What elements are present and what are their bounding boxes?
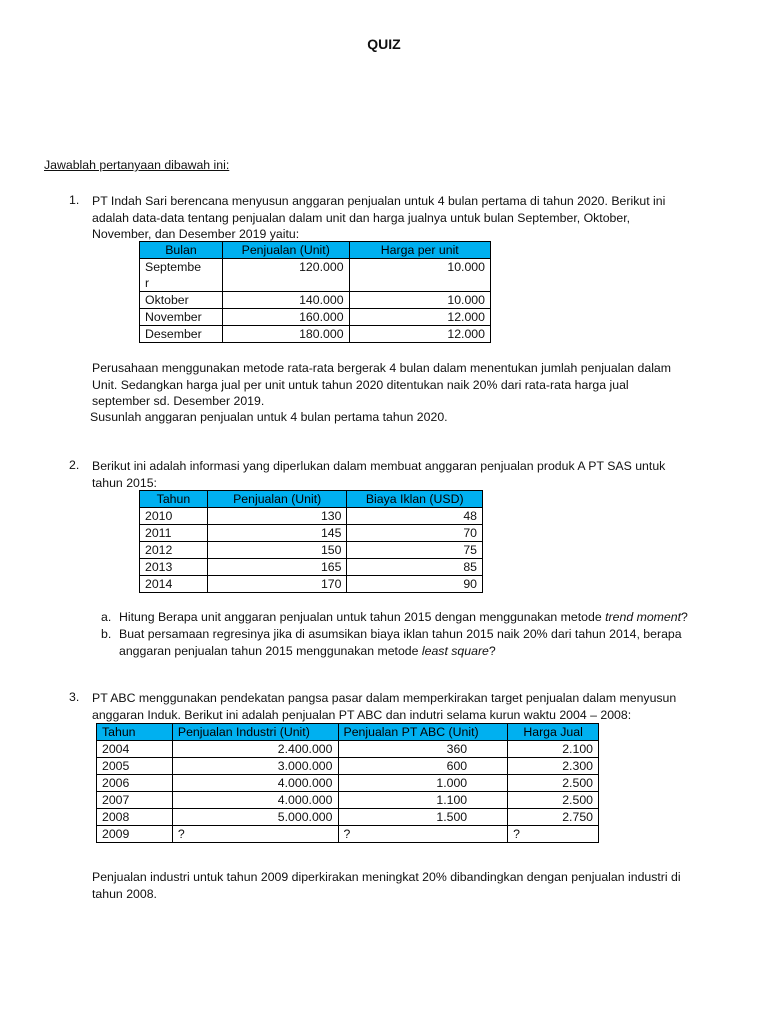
q2-b-line: Buat persamaan regresinya jika di asumsikan biaya iklan tahun 2015 naik 20% dari tahun 2014, berapa bbox=[119, 627, 682, 641]
table-row bbox=[97, 758, 599, 775]
table-header-row bbox=[140, 491, 483, 508]
table-cell: 180.000 bbox=[222, 326, 349, 343]
month-line: r bbox=[145, 276, 150, 290]
q1-intro-line: PT Indah Sari berencana menyusun anggaran penjualan untuk 4 bulan pertama di tahun 2020. Berikut ini bbox=[92, 194, 666, 208]
q2-a-end: ? bbox=[681, 610, 688, 624]
table-row bbox=[97, 809, 599, 826]
table-cell: 3.000.000 bbox=[172, 758, 338, 775]
q1-table bbox=[139, 241, 491, 343]
table-cell: 2005 bbox=[97, 758, 173, 775]
table-cell: 75 bbox=[347, 542, 483, 559]
q2-a-method: trend moment bbox=[605, 610, 681, 624]
table-cell: 4.000.000 bbox=[172, 775, 338, 792]
table-cell: 2008 bbox=[97, 809, 173, 826]
q2-intro-line: tahun 2015: bbox=[92, 475, 157, 490]
table-row bbox=[97, 741, 599, 758]
table-cell: 130 bbox=[207, 508, 347, 525]
table-cell: 4.000.000 bbox=[172, 792, 338, 809]
q2-b-text bbox=[119, 626, 729, 659]
table-cell: 12.000 bbox=[349, 309, 490, 326]
table-row bbox=[140, 525, 483, 542]
table-cell: 165 bbox=[207, 559, 347, 576]
column-header: Penjualan (Unit) bbox=[222, 242, 349, 259]
q1-intro-line: November, dan Desember 2019 yaitu: bbox=[92, 227, 300, 241]
q1-description-line: Perusahaan menggunakan metode rata-rata bergerak 4 bulan dalam menentukan jumlah penjualan dalam bbox=[92, 361, 672, 375]
q1-intro-line: adalah data-data tentang penjualan dalam unit dan harga jualnya untuk bulan September, Oktober, bbox=[92, 210, 631, 225]
table-cell: 12.000 bbox=[349, 326, 490, 343]
q3-intro-line: PT ABC menggunakan pendekatan pangsa pasar dalam memperkirakan target penjualan dalam menyusun bbox=[92, 691, 677, 705]
table-cell: 2.300 bbox=[508, 758, 599, 775]
q1-task: Susunlah anggaran penjualan untuk 4 bulan pertama tahun 2020. bbox=[90, 410, 448, 424]
table-cell: 10.000 bbox=[349, 259, 490, 292]
table-cell: 145 bbox=[207, 525, 347, 542]
column-header: Harga Jual bbox=[508, 724, 599, 741]
table-cell: November bbox=[140, 309, 223, 326]
table-row bbox=[97, 775, 599, 792]
table-cell: 2012 bbox=[140, 542, 208, 559]
table-header-row bbox=[140, 242, 491, 259]
q1-description-line: Unit. Sedangkan harga jual per unit untuk tahun 2020 ditentukan naik 20% dari rata-rata harga jual bbox=[92, 377, 629, 392]
q2-b-body: anggaran penjualan tahun 2015 menggunakan metode bbox=[119, 643, 422, 658]
q1-number: 1. bbox=[69, 193, 80, 207]
table-cell: 2014 bbox=[140, 576, 208, 593]
table-row bbox=[140, 309, 491, 326]
table-cell: 2.100 bbox=[508, 741, 599, 758]
table-row bbox=[140, 292, 491, 309]
table-cell: 10.000 bbox=[349, 292, 490, 309]
table-cell: 48 bbox=[347, 508, 483, 525]
table-cell: 2004 bbox=[97, 741, 173, 758]
table-cell: 1.100 bbox=[338, 792, 508, 809]
table-cell: Desember bbox=[140, 326, 223, 343]
table-cell: Oktober bbox=[140, 292, 223, 309]
column-header: Penjualan (Unit) bbox=[207, 491, 347, 508]
q2-intro bbox=[92, 458, 712, 491]
column-header: Harga per unit bbox=[349, 242, 490, 259]
table-cell: 1.500 bbox=[338, 809, 508, 826]
table-cell: 2010 bbox=[140, 508, 208, 525]
table-cell: 2006 bbox=[97, 775, 173, 792]
table-row bbox=[97, 792, 599, 809]
table-cell: 90 bbox=[347, 576, 483, 593]
column-header: Tahun bbox=[97, 724, 173, 741]
table-cell: 2.750 bbox=[508, 809, 599, 826]
table-cell: 150 bbox=[207, 542, 347, 559]
table-cell: 2.500 bbox=[508, 775, 599, 792]
q3-intro bbox=[92, 690, 722, 723]
table-cell: ? bbox=[338, 826, 508, 843]
table-cell: 2013 bbox=[140, 559, 208, 576]
q3-table bbox=[96, 723, 599, 843]
column-header: Bulan bbox=[140, 242, 223, 259]
q1-description-line: september sd. Desember 2019. bbox=[92, 394, 265, 408]
column-header: Penjualan PT ABC (Unit) bbox=[338, 724, 508, 741]
q2-b-label: b. bbox=[101, 627, 112, 641]
table-cell bbox=[140, 259, 223, 292]
column-header: Tahun bbox=[140, 491, 208, 508]
q3-intro-line: anggaran Induk. Berikut ini adalah penjualan PT ABC dan indutri selama kurun waktu 2004 – 2008: bbox=[92, 707, 632, 722]
table-row bbox=[140, 508, 483, 525]
table-cell: 160.000 bbox=[222, 309, 349, 326]
column-header: Biaya Iklan (USD) bbox=[347, 491, 483, 508]
q3-number: 3. bbox=[69, 690, 80, 704]
table-cell: 70 bbox=[347, 525, 483, 542]
q1-intro bbox=[92, 193, 712, 243]
table-row bbox=[140, 559, 483, 576]
q3-description-line: Penjualan industri untuk tahun 2009 diperkirakan meningkat 20% dibandingkan dengan penjualan industri di bbox=[92, 870, 681, 884]
q2-a-body: Hitung Berapa unit anggaran penjualan untuk tahun 2015 dengan menggunakan metode bbox=[119, 610, 606, 624]
table-cell: 85 bbox=[347, 559, 483, 576]
table-cell: 2007 bbox=[97, 792, 173, 809]
table-cell: 2.400.000 bbox=[172, 741, 338, 758]
q3-description-line: tahun 2008. bbox=[92, 886, 157, 901]
table-cell: 140.000 bbox=[222, 292, 349, 309]
q1-description bbox=[92, 360, 712, 410]
column-header: Penjualan Industri (Unit) bbox=[172, 724, 338, 741]
table-cell: 2009 bbox=[97, 826, 173, 843]
table-cell: 2011 bbox=[140, 525, 208, 542]
table-row bbox=[140, 576, 483, 593]
table-cell: 5.000.000 bbox=[172, 809, 338, 826]
month-line: Septembe bbox=[145, 260, 202, 274]
page-title: QUIZ bbox=[367, 36, 401, 52]
table-cell: ? bbox=[508, 826, 599, 843]
q2-a-text bbox=[119, 609, 729, 626]
q2-b-method: least square bbox=[421, 643, 489, 658]
instruction-heading: Jawablah pertanyaan dibawah ini: bbox=[44, 158, 230, 172]
table-cell: 1.000 bbox=[338, 775, 508, 792]
table-row bbox=[140, 259, 491, 292]
table-header-row bbox=[97, 724, 599, 741]
table-cell: 170 bbox=[207, 576, 347, 593]
q2-b-end: ? bbox=[488, 643, 496, 658]
q3-description bbox=[92, 869, 732, 902]
table-cell: 600 bbox=[338, 758, 508, 775]
table-row bbox=[140, 326, 491, 343]
q2-number: 2. bbox=[69, 458, 80, 472]
q2-table bbox=[139, 490, 483, 593]
q2-intro-line: Berikut ini adalah informasi yang diperlukan dalam membuat anggaran penjualan produk A PT SAS untuk bbox=[92, 459, 666, 473]
table-cell: 360 bbox=[338, 741, 508, 758]
table-row bbox=[97, 826, 599, 843]
q2-b-line bbox=[119, 643, 729, 660]
table-cell: 2.500 bbox=[508, 792, 599, 809]
table-cell: ? bbox=[172, 826, 338, 843]
table-cell: 120.000 bbox=[222, 259, 349, 292]
q2-a-label: a. bbox=[101, 610, 112, 624]
table-row bbox=[140, 542, 483, 559]
